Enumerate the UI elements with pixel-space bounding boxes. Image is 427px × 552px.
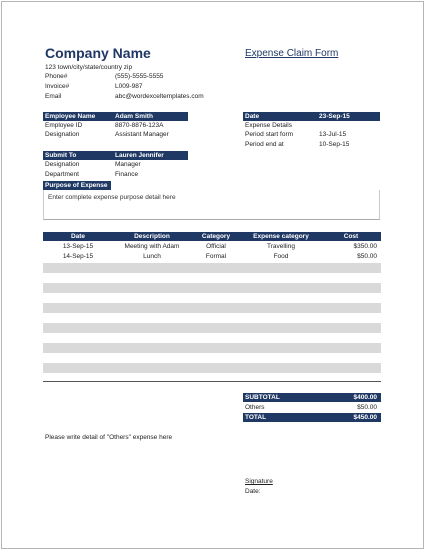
employee-designation-value: Assistant Manager bbox=[115, 131, 169, 138]
submit-to-value: Lauren Jennifer bbox=[115, 152, 164, 159]
col-category: Category bbox=[201, 233, 231, 240]
submit-to-label: Submit To bbox=[45, 152, 77, 159]
subtotal-row bbox=[243, 393, 381, 402]
empty-table-row[interactable] bbox=[43, 283, 381, 293]
others-row bbox=[243, 403, 381, 413]
others-value: $50.00 bbox=[357, 404, 377, 411]
purpose-box[interactable] bbox=[43, 190, 380, 220]
department-value: Finance bbox=[115, 171, 139, 178]
total-label: TOTAL bbox=[245, 414, 267, 421]
empty-table-row[interactable] bbox=[43, 303, 381, 313]
row2-expense-category: Food bbox=[273, 253, 289, 260]
purpose-label-row bbox=[43, 181, 111, 190]
employee-name-row bbox=[43, 112, 188, 121]
row2-category: Formal bbox=[205, 253, 227, 260]
row2-description: Lunch bbox=[143, 253, 161, 260]
empty-table-row[interactable] bbox=[43, 263, 381, 273]
row1-cost: $350.00 bbox=[353, 243, 377, 250]
others-label: Others bbox=[245, 404, 265, 411]
col-description: Description bbox=[134, 233, 170, 240]
expense-table-header bbox=[43, 232, 381, 241]
period-start-label: Period start form bbox=[245, 131, 294, 138]
department-label: Department bbox=[45, 171, 79, 178]
row1-description: Meeting with Adam bbox=[124, 243, 180, 250]
row1-date: 13-Sep-15 bbox=[62, 243, 94, 250]
submit-designation-value: Manager bbox=[115, 161, 141, 168]
row2-cost: $50.00 bbox=[357, 253, 377, 260]
table-bottom-rule bbox=[43, 381, 381, 382]
empty-table-row[interactable] bbox=[43, 363, 381, 373]
employee-id-label: Employee ID bbox=[45, 122, 83, 129]
phone-label: Phone# bbox=[45, 73, 68, 80]
expense-details-label: Expense Details bbox=[245, 122, 292, 129]
table-row[interactable] bbox=[43, 242, 381, 252]
signature-date-label: Date: bbox=[245, 488, 261, 495]
form-title: Expense Claim Form bbox=[245, 48, 339, 59]
date-value: 23-Sep-15 bbox=[319, 113, 350, 120]
total-value: $450.00 bbox=[353, 414, 377, 421]
phone-value: (555)-5555-5555 bbox=[115, 73, 164, 80]
col-cost: Cost bbox=[343, 233, 359, 240]
row1-expense-category: Travelling bbox=[267, 243, 295, 250]
address: 123 town/city/state/country zip bbox=[45, 64, 133, 71]
period-start-value: 13-Jul-15 bbox=[319, 131, 347, 138]
empty-table-row[interactable] bbox=[43, 343, 381, 353]
row2-date: 14-Sep-15 bbox=[62, 253, 94, 260]
submit-designation-label: Designation bbox=[45, 161, 80, 168]
employee-id-value: 8870-8876-123A bbox=[115, 122, 164, 129]
invoice-value: L009-987 bbox=[115, 83, 143, 90]
email-value: abc@wordexceltemplates.com bbox=[115, 93, 204, 100]
others-note: Please write detail of "Others" expense here bbox=[45, 434, 173, 441]
company-name: Company Name bbox=[45, 45, 151, 61]
purpose-text: Enter complete expense purpose detail here bbox=[48, 194, 176, 201]
employee-name-label: Employee Name bbox=[45, 113, 96, 120]
invoice-label: Invoice# bbox=[45, 83, 70, 90]
empty-table-row[interactable] bbox=[43, 323, 381, 333]
col-expense-category: Expense category bbox=[253, 233, 309, 240]
row1-category: Official bbox=[206, 243, 226, 250]
period-end-label: Period end at bbox=[245, 141, 284, 148]
subtotal-label: SUBTOTAL bbox=[245, 394, 280, 401]
table-row[interactable] bbox=[43, 252, 381, 262]
employee-name-value: Adam Smith bbox=[115, 113, 153, 120]
subtotal-value: $400.00 bbox=[353, 394, 377, 401]
expense-claim-sheet bbox=[1, 1, 424, 549]
total-row bbox=[243, 413, 381, 422]
employee-designation-label: Designation bbox=[45, 131, 80, 138]
email-label: Email bbox=[45, 93, 62, 100]
purpose-label: Purpose of Expense bbox=[45, 182, 108, 189]
date-label: Date bbox=[245, 113, 260, 120]
period-end-value: 10-Sep-15 bbox=[319, 141, 350, 148]
signature-label: Signature bbox=[245, 478, 273, 485]
submit-to-row bbox=[43, 151, 188, 160]
col-date: Date bbox=[70, 233, 86, 240]
date-row bbox=[243, 112, 380, 121]
